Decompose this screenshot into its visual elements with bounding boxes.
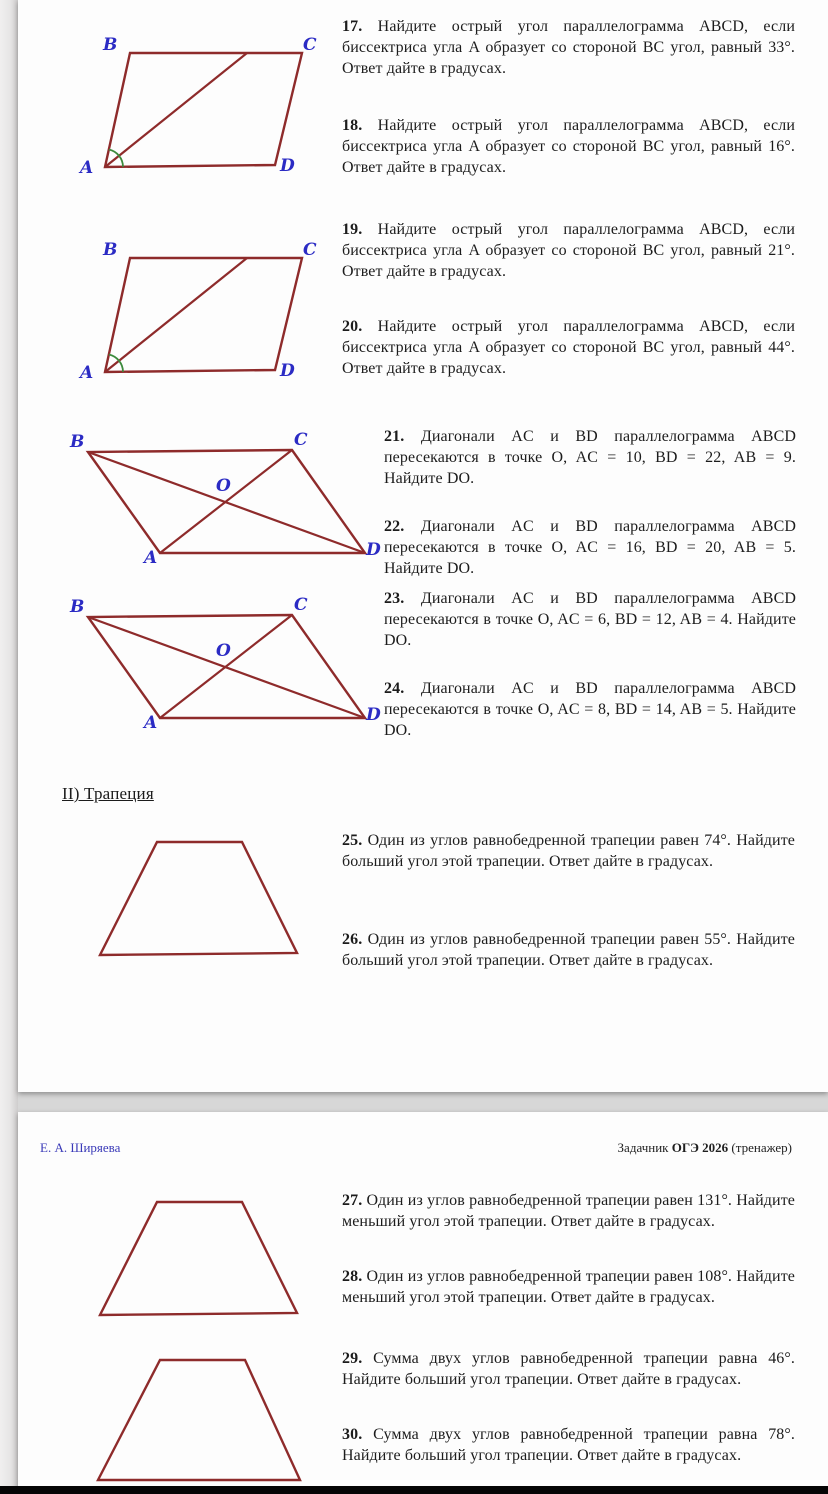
parallelogram-diagonals-figure-1 bbox=[70, 430, 381, 568]
parallelogram-diagonals-figure-2 bbox=[70, 595, 381, 733]
problem-18 bbox=[342, 115, 795, 178]
problem-text: Диагонали AC и BD параллелограмма ABCD пересекаются в точке O, AC = 8, BD = 14, AB = 5. Найдите DO. bbox=[384, 680, 796, 739]
problem-text: Один из углов равнобедренной трапеции равен 108°. Найдите меньший угол этой трапеции. Ответ дайте в градусах. bbox=[342, 1268, 795, 1306]
problem-17 bbox=[342, 16, 795, 79]
vertex-label-a: A bbox=[80, 363, 94, 383]
problem-number: 18. bbox=[342, 117, 363, 134]
vertex-label-b: B bbox=[70, 597, 85, 617]
problem-text: Один из углов равнобедренной трапеции равен 55°. Найдите больший угол этой трапеции. Ответ дайте в градусах. bbox=[342, 931, 795, 969]
left-margin-gutter bbox=[0, 0, 18, 1494]
vertex-label-d: D bbox=[280, 156, 295, 176]
title-prefix: Задачник bbox=[617, 1140, 672, 1155]
book-page-1 bbox=[18, 0, 828, 1092]
problem-27 bbox=[342, 1190, 795, 1232]
vertex-label-a: A bbox=[80, 158, 94, 178]
problem-number: 24. bbox=[384, 680, 405, 697]
problem-text: Найдите острый угол параллелограмма ABCD, если биссектриса угла A образует со стороной BC угол, равный 16°. Ответ дайте в градусах. bbox=[342, 117, 795, 176]
problem-text: Сумма двух углов равнобедренной трапеции равна 78°. Найдите больший угол трапеции. Ответ дайте в градусах. bbox=[342, 1426, 795, 1464]
vertex-label-c: C bbox=[294, 595, 308, 615]
vertex-label-b: B bbox=[103, 35, 118, 55]
title-suffix: (тренажер) bbox=[728, 1140, 792, 1155]
problem-text: Сумма двух углов равнобедренной трапеции равна 46°. Найдите больший угол трапеции. Ответ дайте в градусах. bbox=[342, 1350, 795, 1388]
problem-number: 27. bbox=[342, 1192, 363, 1209]
problem-number: 17. bbox=[342, 18, 363, 35]
problem-20 bbox=[342, 316, 795, 379]
problem-25 bbox=[342, 830, 795, 872]
parallelogram-bisector-figure-1 bbox=[70, 35, 317, 178]
problem-22 bbox=[384, 516, 796, 579]
section-heading-trapezoid: II) Трапеция bbox=[62, 784, 154, 803]
book-page-2 bbox=[18, 1112, 828, 1494]
center-label-o: O bbox=[216, 641, 231, 661]
vertex-label-d: D bbox=[280, 361, 295, 381]
parallelogram-drawing bbox=[70, 603, 370, 723]
problem-text: Найдите острый угол параллелограмма ABCD, если биссектриса угла A образует со стороной BC угол, равный 33°. Ответ дайте в градусах. bbox=[342, 18, 795, 77]
vertex-label-c: C bbox=[303, 240, 317, 260]
center-label-o: O bbox=[216, 476, 231, 496]
problem-number: 22. bbox=[384, 518, 405, 535]
trapezoid-figure-3 bbox=[90, 1352, 302, 1484]
parallelogram-drawing bbox=[70, 40, 310, 170]
vertex-label-a: A bbox=[144, 713, 158, 733]
problem-number: 26. bbox=[342, 931, 363, 948]
problem-number: 30. bbox=[342, 1426, 363, 1443]
problem-text: Найдите острый угол параллелограмма ABCD, если биссектриса угла A образует со стороной BC угол, равный 44°. Ответ дайте в градусах. bbox=[342, 318, 795, 377]
problem-29 bbox=[342, 1348, 795, 1390]
problem-number: 23. bbox=[384, 590, 405, 607]
vertex-label-b: B bbox=[103, 240, 118, 260]
title-bold: ОГЭ 2026 bbox=[671, 1140, 729, 1155]
problem-text: Диагонали AC и BD параллелограмма ABCD пересекаются в точке O, AC = 10, BD = 22, AB = 9. Найдите DO. bbox=[384, 428, 796, 487]
parallelogram-drawing bbox=[70, 438, 370, 558]
vertex-label-b: B bbox=[70, 432, 85, 452]
problem-text: Один из углов равнобедренной трапеции равен 74°. Найдите больший угол этой трапеции. Ответ дайте в градусах. bbox=[342, 832, 795, 870]
bottom-black-bar bbox=[0, 1486, 828, 1494]
page-header-title bbox=[618, 1140, 792, 1156]
problem-21 bbox=[384, 426, 796, 489]
problem-text: Найдите острый угол параллелограмма ABCD, если биссектриса угла A образует со стороной BC угол, равный 21°. Ответ дайте в градусах. bbox=[342, 221, 795, 280]
vertex-label-d: D bbox=[366, 705, 381, 725]
trapezoid-drawing bbox=[90, 1195, 300, 1320]
problem-text: Диагонали AC и BD параллелограмма ABCD пересекаются в точке O, AC = 16, BD = 20, AB = 5. Найдите DO. bbox=[384, 518, 796, 577]
problem-26 bbox=[342, 929, 795, 971]
problem-text: Один из углов равнобедренной трапеции равен 131°. Найдите меньший угол этой трапеции. Ответ дайте в градусах. bbox=[342, 1192, 795, 1230]
parallelogram-drawing bbox=[70, 245, 310, 375]
problem-number: 29. bbox=[342, 1350, 363, 1367]
trapezoid-drawing bbox=[90, 1352, 302, 1484]
problem-number: 25. bbox=[342, 832, 363, 849]
problem-28 bbox=[342, 1266, 795, 1308]
parallelogram-bisector-figure-2 bbox=[70, 240, 317, 383]
problem-19 bbox=[342, 219, 795, 282]
vertex-label-a: A bbox=[144, 548, 158, 568]
problem-number: 19. bbox=[342, 221, 363, 238]
problem-number: 28. bbox=[342, 1268, 363, 1285]
trapezoid-figure-2 bbox=[90, 1195, 300, 1320]
problem-number: 20. bbox=[342, 318, 363, 335]
problem-23 bbox=[384, 588, 796, 651]
trapezoid-figure-1 bbox=[90, 835, 300, 960]
problem-24 bbox=[384, 678, 796, 741]
problem-text: Диагонали AC и BD параллелограмма ABCD пересекаются в точке O, AC = 6, BD = 12, AB = 4. Найдите DO. bbox=[384, 590, 796, 649]
problem-30 bbox=[342, 1424, 795, 1466]
vertex-label-c: C bbox=[294, 430, 308, 450]
vertex-label-d: D bbox=[366, 540, 381, 560]
vertex-label-c: C bbox=[303, 35, 317, 55]
page-header-author: Е. А. Ширяева bbox=[40, 1140, 121, 1155]
problem-number: 21. bbox=[384, 428, 405, 445]
trapezoid-drawing bbox=[90, 835, 300, 960]
